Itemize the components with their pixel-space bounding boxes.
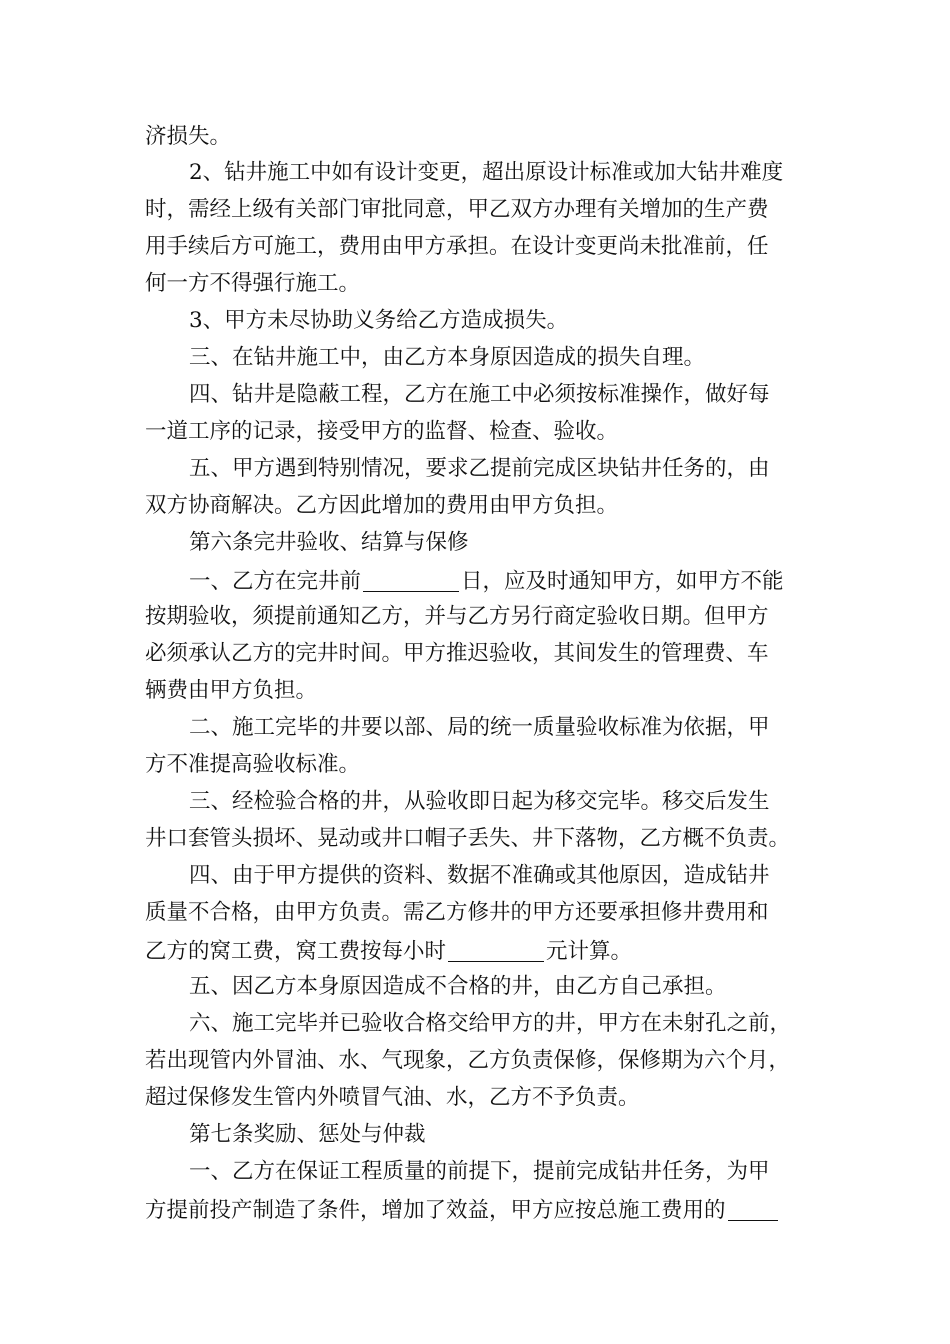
paragraph-line: 六、施工完毕并已验收合格交给甲方的井，甲方在未射孔之前， bbox=[189, 1011, 792, 1036]
paragraph-line: 一道工序的记录，接受甲方的监督、检查、验收。 bbox=[145, 419, 619, 444]
paragraph-line: 五、甲方遇到特别情况，要求乙提前完成区块钻井任务的，由 bbox=[189, 456, 770, 481]
paragraph-line: 3、甲方未尽协助义务给乙方造成损失。 bbox=[189, 308, 569, 333]
paragraph-line: 四、由于甲方提供的资料、数据不准确或其他原因，造成钻井 bbox=[189, 863, 770, 888]
paragraph-line: 必须承认乙方的完井时间。甲方推迟验收，其间发生的管理费、车 bbox=[145, 641, 769, 666]
paragraph-line bbox=[189, 565, 784, 595]
paragraph-line: 五、因乙方本身原因造成不合格的井，由乙方自己承担。 bbox=[189, 974, 727, 999]
text-segment: 元计算。 bbox=[546, 939, 633, 964]
paragraph-line: 一、乙方在保证工程质量的前提下，提前完成钻井任务，为甲 bbox=[189, 1159, 770, 1184]
paragraph-line: 质量不合格，由甲方负责。需乙方修井的甲方还要承担修井费用和 bbox=[145, 900, 769, 925]
paragraph-line bbox=[145, 1194, 780, 1224]
paragraph-line: 何一方不得强行施工。 bbox=[145, 271, 361, 296]
fill-in-blank[interactable] bbox=[363, 569, 459, 592]
text-segment: 一、乙方在完井前 bbox=[189, 569, 362, 594]
paragraph-line: 三、经检验合格的井，从验收即日起为移交完毕。移交后发生 bbox=[189, 789, 770, 814]
section-heading: 第六条完井验收、结算与保修 bbox=[189, 530, 469, 555]
paragraph-line: 按期验收，须提前通知乙方，并与乙方另行商定验收日期。但甲方 bbox=[145, 604, 769, 629]
paragraph-line: 井口套管头损坏、晃动或井口帽子丢失、井下落物，乙方概不负责。 bbox=[145, 826, 791, 851]
text-segment: 方提前投产制造了条件，增加了效益，甲方应按总施工费用的 bbox=[145, 1198, 726, 1223]
section-heading: 第七条奖励、惩处与仲裁 bbox=[189, 1122, 426, 1147]
paragraph-line: 若出现管内外冒油、水、气现象，乙方负责保修，保修期为六个月， bbox=[145, 1048, 791, 1073]
paragraph-line: 四、钻井是隐蔽工程，乙方在施工中必须按标准操作，做好每 bbox=[189, 382, 770, 407]
text-segment: 日，应及时通知甲方，如甲方不能 bbox=[461, 569, 784, 594]
paragraph-line: 双方协商解决。乙方因此增加的费用由甲方负担。 bbox=[145, 493, 619, 518]
paragraph-line: 济损失。 bbox=[145, 124, 232, 149]
paragraph-line: 二、施工完毕的井要以部、局的统一质量验收标准为依据，甲 bbox=[189, 715, 770, 740]
paragraph-line: 时，需经上级有关部门审批同意，甲乙双方办理有关增加的生产费 bbox=[145, 197, 769, 222]
paragraph-line: 方不准提高验收标准。 bbox=[145, 752, 361, 777]
text-segment: 乙方的窝工费，窝工费按每小时 bbox=[145, 939, 447, 964]
paragraph-line bbox=[145, 935, 632, 965]
paragraph-line: 三、在钻井施工中，由乙方本身原因造成的损失自理。 bbox=[189, 345, 706, 370]
paragraph-line: 2、钻井施工中如有设计变更，超出原设计标准或加大钻井难度 bbox=[189, 160, 784, 185]
fill-in-blank[interactable] bbox=[728, 1198, 778, 1221]
paragraph-line: 辆费由甲方负担。 bbox=[145, 678, 318, 703]
fill-in-blank[interactable] bbox=[448, 939, 544, 962]
paragraph-line: 超过保修发生管内外喷冒气油、水，乙方不予负责。 bbox=[145, 1085, 640, 1110]
paragraph-line: 用手续后方可施工，费用由甲方承担。在设计变更尚未批准前，任 bbox=[145, 234, 769, 259]
